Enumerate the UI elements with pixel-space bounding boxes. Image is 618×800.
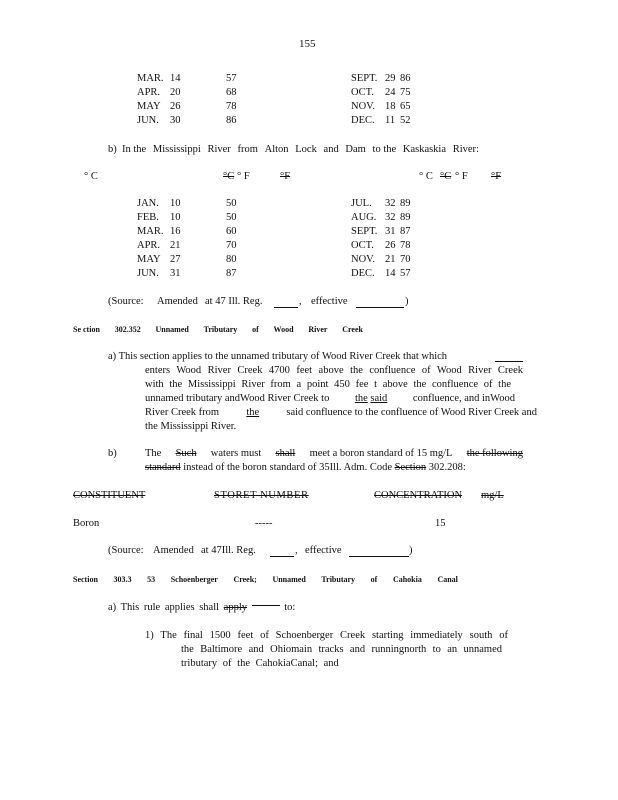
header-fahrenheit-right: ° F	[455, 171, 468, 182]
table-month: APR.	[137, 240, 161, 251]
table-fahrenheit: 87	[226, 268, 237, 279]
table-fahrenheit: 75	[400, 87, 411, 98]
table-fahrenheit: 60	[226, 226, 237, 237]
header-celsius-struck: °C	[223, 171, 235, 182]
table-fahrenheit: 86	[226, 115, 237, 126]
section-heading-302-352: Se ction 302.352 Unnamed Tributary of Wood River Creek	[73, 325, 363, 334]
table-fahrenheit: 78	[400, 240, 411, 251]
table-month: DEC.	[351, 115, 375, 126]
table-fahrenheit: 57	[226, 73, 237, 84]
table-celsius: 14	[170, 73, 181, 84]
subsection-b-marker: b)	[108, 144, 117, 155]
table-month: APR.	[137, 87, 161, 98]
section-heading-303-353: Section 303.3 53 Schoenberger Creek; Unnamed Tributary of Cahokia Canal	[73, 575, 458, 584]
header-fahrenheit: ° F	[237, 171, 250, 182]
table-celsius: 27	[170, 254, 181, 265]
table-month: MAR.	[137, 226, 164, 237]
cell-concentration: 15	[435, 518, 446, 529]
table-celsius: 21	[385, 254, 396, 265]
header-fahrenheit-struck: °F	[280, 171, 291, 182]
table-celsius: 31	[170, 268, 181, 279]
page-number: 155	[299, 38, 316, 50]
header-fahrenheit-struck-right: °F	[491, 171, 502, 182]
subsection-b-heading: In the Mississippi River from Alton Lock and Dam to the Kaskaskia River:	[122, 144, 479, 155]
table-celsius: 18	[385, 101, 396, 112]
table-month: MAR.	[137, 73, 164, 84]
table-fahrenheit: 70	[226, 240, 237, 251]
table-month: JUN.	[137, 115, 159, 126]
table-month: OCT.	[351, 87, 374, 98]
table-month: AUG.	[351, 212, 377, 223]
cell-constituent: Boron	[73, 518, 100, 529]
table-month: OCT.	[351, 240, 374, 251]
table-month: SEPT.	[351, 73, 378, 84]
table-celsius: 26	[170, 101, 181, 112]
table-fahrenheit: 52	[400, 115, 411, 126]
table-celsius: 29	[385, 73, 396, 84]
document-page: 155 MAR. 14 57 APR. 20 68 MAY 26 78 JUN. 30 86 SEPT. 29 86 OCT. 24 75 NOV. 18 65 DEC. 11 52 b) In the Mississippi River from Alton Lock and Dam to the Kaskaskia River: ° C °C ° F °F ° C °C ° F °F JAN. 10 50 FEB. 10 50 MAR. 16 60 APR. 21 70 MAY 27 80 JUN. 31 87 JUL. 32 89 AUG. 32 89 SEPT. 31 87 OCT. 26 78 NOV. 21 70 DEC. 14 57 (Source: Amended at 47 Ill. Reg. , effective ) Se ction 302.352 Unnamed Tributary of Wood River Creek a) This section applies to the unnamed tributary of Wood River Creek that which enters Wood River Creek 4700 feet above the confluence of Wood River Creek with the Mississippi River from a point 450 fee t above the confluence of the unnamed tributary andWood River Creek to the said confluence, and inWood River Creek from the said confluence to the confluence of Wood River Creek and the Mississippi River. b) The Such waters must shall meet a boron standard of 15 mg/L the following standard instead of the boron standard of 35Ill. Adm. Code Section 302.208: CONSTITUENT STORET NUMBER CONCENTRATION mg/L Boron ----- 15 (Source: Amended at 47Ill. Reg. , effective ) Section 303.3 53 Schoenberger Creek; Unnamed Tributary of Cahokia Canal a) This rule applies shall apply to: 1) The final 1500 feet of Schoenberger Creek starting immediately south of the Baltimore and Ohiomain tracks and runningnorth to an unnamed tributary of the CahokiaCanal; and	[73, 38, 537, 669]
table-celsius: 32	[385, 212, 396, 223]
table-celsius: 16	[170, 226, 181, 237]
table-month: FEB.	[137, 212, 159, 223]
table-celsius: 30	[170, 115, 181, 126]
table-month: JUL.	[351, 198, 372, 209]
table-fahrenheit: 65	[400, 101, 411, 112]
column-header-constituent: CONSTITUENT	[73, 490, 146, 501]
table-fahrenheit: 68	[226, 87, 237, 98]
table-celsius: 32	[385, 198, 396, 209]
table-month: JUN.	[137, 268, 159, 279]
table-celsius: 20	[170, 87, 181, 98]
table-fahrenheit: 50	[226, 212, 237, 223]
table-month: DEC.	[351, 268, 375, 279]
table-celsius: 14	[385, 268, 396, 279]
cell-storet: -----	[255, 518, 273, 529]
table-celsius: 10	[170, 198, 181, 209]
table-fahrenheit: 87	[400, 226, 411, 237]
header-celsius-struck-right: °C	[440, 171, 452, 182]
table-fahrenheit: 78	[226, 101, 237, 112]
table-celsius: 10	[170, 212, 181, 223]
table-fahrenheit: 89	[400, 212, 411, 223]
table-fahrenheit: 89	[400, 198, 411, 209]
table-fahrenheit: 57	[400, 268, 411, 279]
header-celsius-right: ° C	[419, 171, 433, 182]
table-fahrenheit: 70	[400, 254, 411, 265]
table-month: MAY	[137, 254, 161, 265]
table-month: JAN.	[137, 198, 159, 209]
table-month: SEPT.	[351, 226, 378, 237]
table-celsius: 21	[170, 240, 181, 251]
column-header-concentration: CONCENTRATION	[374, 490, 463, 501]
table-celsius: 26	[385, 240, 396, 251]
table-celsius: 31	[385, 226, 396, 237]
table-fahrenheit: 80	[226, 254, 237, 265]
column-header-units: mg/L	[481, 490, 504, 501]
table-month: NOV.	[351, 101, 376, 112]
table-fahrenheit: 86	[400, 73, 411, 84]
column-header-storet: STORET NUMBER	[214, 490, 309, 501]
paragraph-a-section-303-353: a) This rule applies shall apply to:	[108, 602, 296, 613]
table-celsius: 11	[385, 115, 396, 126]
table-month: MAY	[137, 101, 161, 112]
table-celsius: 24	[385, 87, 396, 98]
header-celsius: ° C	[84, 171, 98, 182]
table-fahrenheit: 50	[226, 198, 237, 209]
table-month: NOV.	[351, 254, 376, 265]
